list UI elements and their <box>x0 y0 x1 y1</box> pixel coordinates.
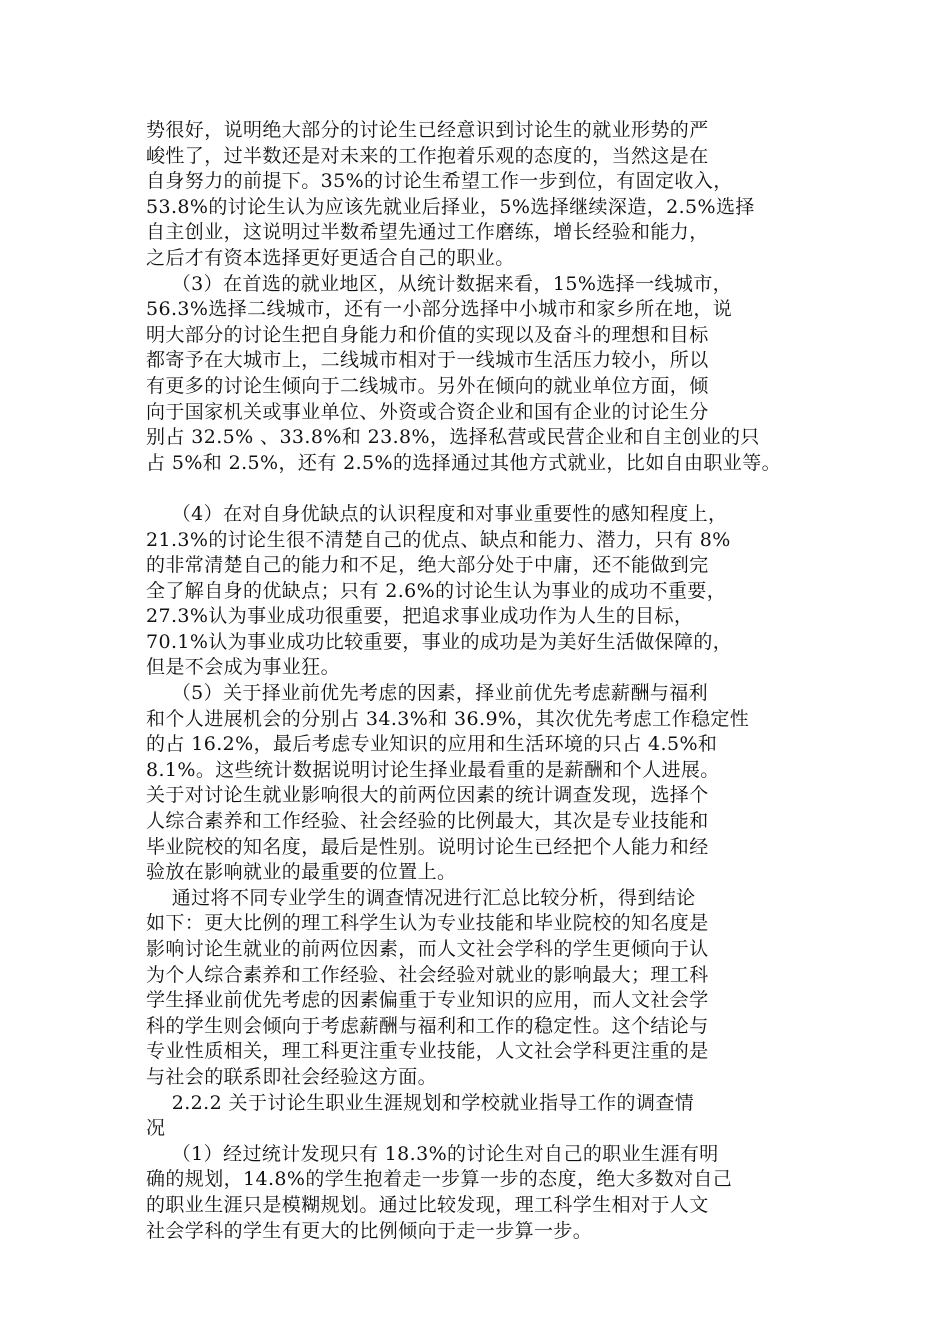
section-heading-2-2-2 <box>146 1091 814 1142</box>
text-line: （1）经过统计发现只有 18.3%的讨论生对自己的职业生涯有明 <box>146 1142 719 1165</box>
text-line: 53.8%的讨论生认为应该先就业后择业，5%选择继续深造，2.5%选择 <box>146 195 755 218</box>
text-line: 和个人进展机会的分别占 34.3%和 36.9%，其次优先考虑工作稳定性 <box>146 707 750 730</box>
text-line: 21.3%的讨论生很不清楚自己的优点、缺点和能力、潜力，只有 8% <box>146 528 731 551</box>
paragraph-career-planning <box>146 1142 814 1244</box>
text-line: （4）在对自身优缺点的认识程度和对事业重要性的感知程度上， <box>146 502 728 525</box>
text-line: 27.3%认为事业成功很重要，把追求事业成功作为人生的目标， <box>146 605 694 628</box>
text-line: 有更多的讨论生倾向于二线城市。另外在倾向的就业单位方面，倾 <box>146 374 709 397</box>
paragraph-employment-region <box>146 272 814 477</box>
text-line: 别占 32.5% 、33.8%和 23.8%，选择私营或民营企业和自主创业的只 <box>146 426 760 449</box>
text-line: 70.1%认为事业成功比较重要，事业的成功是为美好生活做保障的， <box>146 630 733 653</box>
document-page <box>146 118 814 1244</box>
paragraph-major-comparison <box>146 886 814 1091</box>
paragraph-spacer <box>146 476 814 502</box>
text-line: 2.2.2 关于讨论生职业生涯规划和学校就业指导工作的调查情 <box>146 1091 695 1114</box>
text-line: 峻性了，过半数还是对未来的工作抱着乐观的态度的，当然这是在 <box>146 144 709 167</box>
text-line: 的占 16.2%，最后考虑专业知识的应用和生活环境的只占 4.5%和 <box>146 733 718 756</box>
text-line: 影响讨论生就业的前两位因素，而人文社会学科的学生更倾向于认 <box>146 938 709 960</box>
text-line: 占 5%和 2.5%，还有 2.5%的选择通过其他方式就业，比如自由职业等。 <box>146 451 782 474</box>
text-line: 自身努力的前提下。35%的讨论生希望工作一步到位，有固定收入， <box>146 170 733 193</box>
text-line: 关于对讨论生就业影响很大的前两位因素的统计调查发现，选择个 <box>146 784 709 807</box>
text-line: 势很好，说明绝大部分的讨论生已经意识到讨论生的就业形势的严 <box>146 119 709 141</box>
text-line: 学生择业前优先考虑的因素偏重于专业知识的应用，而人文社会学 <box>146 989 709 1012</box>
text-line: 8.1%。这些统计数据说明讨论生择业最看重的是薪酬和个人进展。 <box>146 758 720 781</box>
text-line: （5）关于择业前优先考虑的因素，择业前优先考虑薪酬与福利 <box>146 682 709 705</box>
text-line: （3）在首选的就业地区，从统计数据来看，15%选择一线城市， <box>146 272 733 295</box>
text-line: 之后才有资本选择更好更适合自己的职业。 <box>146 246 515 269</box>
text-line: 况 <box>146 1117 166 1140</box>
text-line: 都寄予在大城市上，二线城市相对于一线城市生活压力较小，所以 <box>146 349 709 372</box>
paragraph-self-awareness <box>146 502 814 681</box>
text-line: 的非常清楚自己的能力和不足，绝大部分处于中庸，还不能做到完 <box>146 554 709 577</box>
text-line: 人综合素养和工作经验、社会经验的比例最大，其次是专业技能和 <box>146 810 709 833</box>
text-line: 如下：更大比例的理工科学生认为专业技能和毕业院校的知名度是 <box>146 912 709 935</box>
text-line: 确的规划，14.8%的学生抱着走一步算一步的态度，绝大多数对自己 <box>146 1168 733 1191</box>
text-line: 验放在影响就业的最重要的位置上。 <box>146 861 457 884</box>
text-line: 毕业院校的知名度，最后是性别。说明讨论生已经把个人能力和经 <box>146 835 709 858</box>
text-line: 与社会的联系即社会经验这方面。 <box>146 1065 438 1088</box>
text-line: 全了解自身的优缺点；只有 2.6%的讨论生认为事业的成功不重要， <box>146 579 727 602</box>
text-line: 社会学科的学生有更大的比例倾向于走一步算一步。 <box>146 1219 593 1242</box>
text-line: 科的学生则会倾向于考虑薪酬与福利和工作的稳定性。这个结论与 <box>146 1014 709 1037</box>
text-line: 为个人综合素养和工作经验、社会经验对就业的影响最大；理工科 <box>146 963 709 986</box>
paragraph-employment-attitude <box>146 118 814 272</box>
text-line: 但是不会成为事业狂。 <box>146 656 341 679</box>
text-line: 明大部分的讨论生把自身能力和价值的实现以及奋斗的理想和目标 <box>146 323 709 346</box>
text-line: 专业性质相关，理工科更注重专业技能，人文社会学科更注重的是 <box>146 1040 709 1063</box>
text-line: 56.3%选择二线城市，还有一小部分选择中小城市和家乡所在地，说 <box>146 298 733 321</box>
paragraph-career-factors <box>146 681 814 886</box>
text-line: 的职业生涯只是模糊规划。通过比较发现，理工科学生相对于人文 <box>146 1193 709 1216</box>
text-line: 通过将不同专业学生的调查情况进行汇总比较分析，得到结论 <box>146 886 696 909</box>
text-line: 自主创业，这说明过半数希望先通过工作磨练，增长经验和能力， <box>146 221 709 244</box>
text-line: 向于国家机关或事业单位、外资或合资企业和国有企业的讨论生分 <box>146 400 709 423</box>
